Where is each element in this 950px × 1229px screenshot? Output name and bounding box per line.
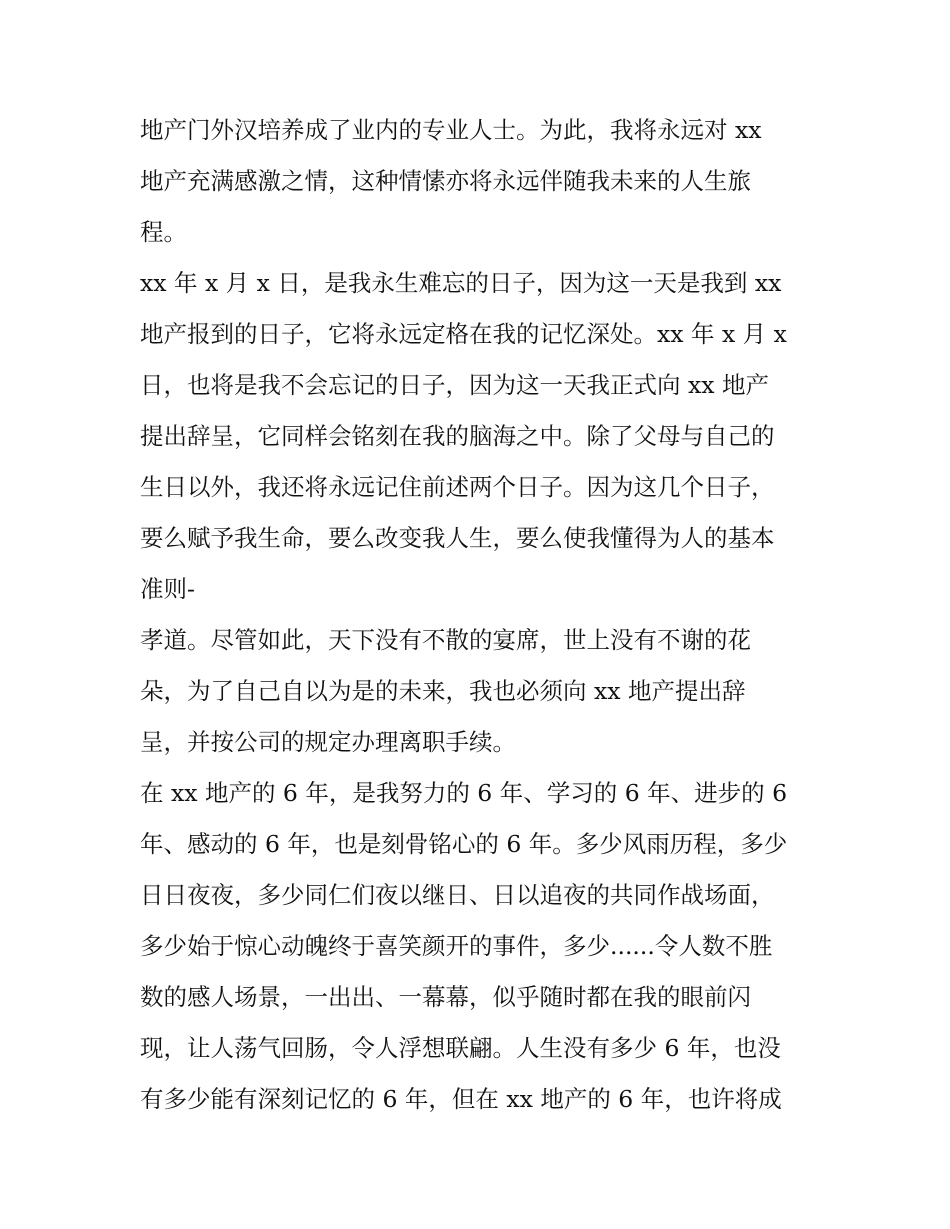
text-line: 程。 bbox=[140, 218, 187, 246]
text-line: 地产充满感激之情，这种情愫亦将永远伴随我未来的人生旅 bbox=[140, 167, 751, 195]
text-line: 地产门外汉培养成了业内的专业人士。为此，我将永远对 xx bbox=[140, 116, 762, 144]
text-line: 地产报到的日子，它将永远定格在我的记忆深处。xx 年 x 月 x bbox=[140, 320, 787, 348]
text-line: 数的感人场景，一出出、一幕幕，似乎随时都在我的眼前闪 bbox=[140, 983, 751, 1011]
text-line: 要么赋予我生命，要么改变我人生，要么使我懂得为人的基本 bbox=[140, 524, 775, 552]
text-line: 多少始于惊心动魄终于喜笑颜开的事件，多少......令人数不胜 bbox=[140, 932, 773, 960]
text-line: 在 xx 地产的 6 年，是我努力的 6 年、学习的 6 年、进步的 6 bbox=[140, 779, 788, 807]
text-line: 生日以外，我还将永远记住前述两个日子。因为这几个日子， bbox=[140, 473, 775, 501]
text-line: 年、感动的 6 年，也是刻骨铭心的 6 年。多少风雨历程，多少 bbox=[140, 830, 788, 858]
text-line: 现，让人荡气回肠，令人浮想联翩。人生没有多少 6 年，也没 bbox=[140, 1034, 781, 1062]
text-line: 朵，为了自己自以为是的未来，我也必须向 xx 地产提出辞 bbox=[140, 677, 746, 705]
text-line: 呈，并按公司的规定办理离职手续。 bbox=[140, 728, 516, 756]
body-text bbox=[140, 108, 830, 1128]
text-line: xx 年 x 月 x 日，是我永生难忘的日子，因为这一天是我到 xx bbox=[140, 269, 782, 297]
text-line: 日，也将是我不会忘记的日子，因为这一天我正式向 xx 地产 bbox=[140, 371, 769, 399]
text-line: 日日夜夜，多少同仁们夜以继日、日以追夜的共同作战场面， bbox=[140, 881, 775, 909]
text-line: 有多少能有深刻记忆的 6 年，但在 xx 地产的 6 年，也许将成 bbox=[140, 1085, 782, 1113]
text-line: 准则- bbox=[140, 575, 195, 603]
text-line: 孝道。尽管如此，天下没有不散的宴席，世上没有不谢的花 bbox=[140, 626, 751, 654]
text-line: 提出辞呈，它同样会铭刻在我的脑海之中。除了父母与自己的 bbox=[140, 422, 775, 450]
